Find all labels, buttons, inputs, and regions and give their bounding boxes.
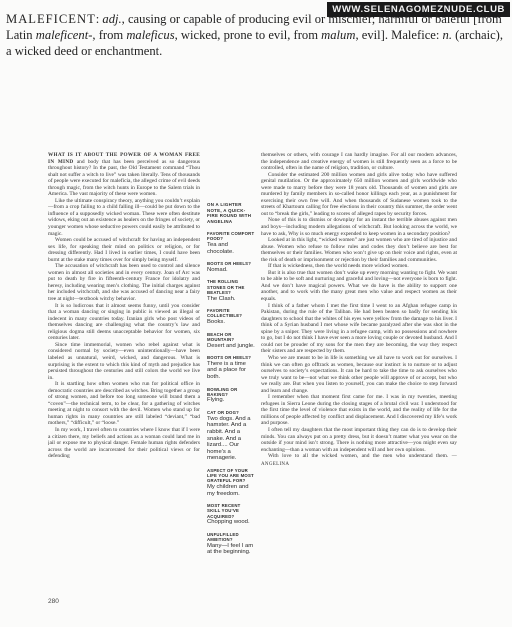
page-number: 280 (48, 598, 59, 605)
headword: MALEFICENT (6, 12, 96, 26)
sidebar-answer: Many—I feel I am at the beginning. (207, 542, 254, 556)
sidebar-question: UNFULFILLED AMBITION? (207, 531, 239, 543)
sidebar-answer: There is a time and a place for both. (207, 360, 246, 380)
etymology-latin-2: maleficus (126, 27, 175, 42)
sidebar-answer: The Clash. (207, 295, 236, 302)
article-paragraph: themselves or others, with courage I can hardly imagine. For all our modern advances, the independence and creative energy of women is still frequently seen as a force to be controlled, often in the name of religion, tradition, or culture. (261, 152, 457, 172)
part-of-speech: adj. (102, 12, 122, 26)
sidebar-answer: My children and my freedom. (207, 484, 249, 497)
sidebar-intro: ON A LIGHTER NOTE, A QUICK-FIRE ROUND WITH ANGELINA (207, 202, 252, 224)
article-lead-in: WHAT IS IT ABOUT THE POWER OF A WOMAN FREE IN MIND (48, 152, 200, 165)
paragraph-text: With love to all the wicked women, and the men who understand them. (268, 453, 449, 460)
sidebar-answer: Books. (207, 319, 226, 325)
article-paragraph: Women could be accused of witchcraft for having an independent sex life, for speaking their mind on politics or religion, or for dressing differently. Had I lived in earlier times, I could have been burnt at the stake many times over for simply being myself. (48, 237, 200, 263)
article-paragraph: Looked at in this light, “wicked women” are just women who are tired of injustice and abuse. Women who refuse to follow rules and codes they don’t believe are best for themselves or their families. Women who won’t give up on their voice and rights, even at the risk of death or imprisonment or rejection by their families and communities. (261, 237, 457, 263)
article-paragraph: Consider the estimated 200 million women and girls alive today who have suffered genital mutilation. Or the approximately 650 million women and girls worldwide who were made to marry before they were 18 years old. Thousands of women and girls are murdered by family members in so-called honor killings each year, as a punishment for exercising their own free will. And when thousands of Sudanese women took to the streets of Khartoum calling for free elections in their country this summer, the order went out to “break the girls,” leading to scores of alleged rapes by security forces. (261, 171, 457, 217)
article-paragraph (48, 152, 200, 198)
article-paragraph: I think of a father whom I met the first time I went to an Afghan refugee camp in Pakistan, during the rule of the Taliban. He had been beaten so badly for sending his daughters to school that the whites of his eyes were yellow from the damage to his liver. I think of a Syrian husband I met whose wife became paralyzed after she was shot in the spine by a sniper. They were living in a refugee camp, with no possessions and nowhere to go, but I do not think I have ever seen a more loving couple or devoted husband. And I could not be prouder of my sons for the men they are becoming, the way they respect their sisters and are respected by them. (261, 302, 457, 355)
article-paragraph: It is so ludicrous that it almost seems funny, until you consider that a woman dancing or singing in public is viewed as illegal or indecent in many countries today. Iranian girls who post videos of themselves dancing are challenging what the country’s law and religious dogma still deems unacceptable behavior for women, six centuries later. (48, 302, 200, 342)
article-left-column (48, 152, 200, 588)
definition-text-3: , wicked, prone to evil, from (174, 27, 322, 42)
quick-fire-sidebar (207, 202, 255, 556)
definition-text-4: , evil]. Malefice: (355, 27, 443, 42)
sidebar-question: ASPECT OF YOUR LIFE YOU ARE MOST GRATEFUL FOR? (207, 467, 254, 484)
definition-text-2: , from (92, 27, 127, 42)
article-paragraph: If that is wickedness, then the world needs more wicked women. (268, 263, 409, 270)
sidebar-question: FAVORITE COLLECTIBLE? (207, 308, 243, 319)
sidebar-answer: Two dogs. And a hamster. And a rabbit. And a snake. And a lizard.... Our home’s a menagerie. (207, 415, 251, 462)
sidebar-question: BOOTS OR HEELS? (207, 261, 252, 267)
article-paragraph (261, 453, 457, 468)
watermark: WWW.SELENAGOMEZNUDE.CLUB (327, 2, 510, 17)
part-of-speech-2: n. (442, 27, 452, 42)
paragraph-text: and body that has been perceived as so dangerous throughout history? In the past, the Old Testament command “Thou shalt not suffer a witch to live” was taken literally. Tens of thousands of people were executed for maleficia, the alleged crime of evil deeds through magic, from the witch hunts in Europe to the Salem trials in America. The vast majority of these were women. (48, 158, 200, 198)
sidebar-answer: Chopping wood. (207, 519, 250, 526)
article-paragraph: Like the ultimate conspiracy theory, anything you couldn’t explain—from a crop failing to a child falling ill—could be put down to the influence of a supposedly wicked woman. These were often destitute widows, eking out an existence as healers on the fringes of society, or younger women whose seductive powers could easily be attributed to magic. (48, 197, 200, 237)
sidebar-question: CAT OR DOG? (207, 410, 239, 416)
sidebar-question: THE ROLLING STONES OR THE BEATLES? (207, 279, 245, 295)
sidebar-answer: Desert and jungle. (207, 342, 255, 349)
etymology-latin-3: malum (321, 27, 356, 42)
sidebar-question: MOST RECENT SKILL YOU’VE ACQUIRED? (207, 503, 241, 519)
article-paragraph: I remember when that moment first came for me. I was in my twenties, meeting refugees in Sierra Leone during the closing stages of a brutal civil war. I understood for the first time the level of violence that exists in the world, and the reality of life for the millions of people affected by conflict and displacement. And I discovered my life’s work and purpose. (261, 394, 457, 427)
article-paragraph: Since time immemorial, women who rebel against what is considered normal by society—even unintentionally—have been labeled as unnatural, weird, wicked, and dangerous. What is surprising is the extent to which this kind of myth and prejudice has persisted throughout the centuries and still colors the world we live in. (48, 341, 200, 381)
article-paragraph: None of this is to dismiss or downplay for an instant the terrible abuses against men and boys—including modern allegations of witchcraft. But looking across the world, we have to ask, Why is so much energy expended to keep women in a secondary position? (261, 217, 457, 237)
sidebar-question: BOOTS OR HEELS? (207, 355, 252, 361)
sidebar-answer: Flying. (207, 397, 225, 404)
article-paragraph: In my work, I travel often to countries where I know that if I were a citizen there, my beliefs and actions as a woman could land me in jail or expose me to physical danger. Female human rights defenders across the world are incarcerated for their political views or for defending (48, 426, 200, 460)
etymology-latin-1: maleficent- (35, 27, 93, 42)
sidebar-question: BOWLING OR BAKING? (207, 386, 238, 397)
definition-text: , causing or capable of producing evil or mischief; harmful or baleful [from Latin (6, 12, 502, 42)
sidebar-question: BEACH OR MOUNTAIN? (207, 331, 235, 342)
article-right-column (261, 152, 457, 588)
author-signature: —ANGELINA (261, 454, 457, 467)
sidebar-question: FAVORITE COMFORT FOOD? (207, 231, 255, 242)
article-paragraph: It is startling how often women who run for political office in democratic countries are described as witches. Bring together a group of strong women, and before too long someone will brand them a “coven”—the technical term, to be clear, for a gathering of witches meeting at night to consort with the devil. Women who stand up for human rights in many countries are still labeled “deviant,” “bad mothers,” “difficult,” or “loose.” (48, 381, 200, 427)
dictionary-definition: MALEFICENT: adj., causing or capable of producing evil or mischief; harmful or baleful [from Latin maleficent-, from maleficus, wicked, prone to evil, from malum, evil]. Malefice: n. (archaic), a wicked deed or enchantment. (6, 12, 504, 58)
article-paragraph: I often tell my daughters that the most important thing they can do is to develop their minds. You can always put on a pretty dress, but it doesn’t matter what you wear on the outside if your mind isn’t strong. There is nothing more attractive—you might even say enchanting—than a woman with an independent will and her own opinions. (261, 426, 457, 453)
article-paragraph: Who we are meant to be in life is something we all have to work out for ourselves. I think we can often go offtrack as women, because our instinct is to nurture or to adjust ourselves to society’s expectations. It can be hard to take the time to ask ourselves who we truly want to be—not what we think other people will approve of or accept, but who we really are. But when you listen to yourself, you can make the choice to step forward and learn and change. (261, 354, 457, 394)
definition-text-5: (archaic), a wicked deed or enchantment. (6, 27, 504, 58)
sidebar-answer: Nomad. (207, 266, 228, 273)
article-paragraph: But it is also true that women don’t wake up every morning wanting to fight. We want to be able to be soft and nurturing and graceful and loving—not everyone is born to fight. And we don’t have magical powers. What we do have is the ability to support one another, and to work with the many great men who value and respect women as their equals. (261, 269, 457, 303)
sidebar-answer: Tea and chocolate. (207, 241, 234, 255)
article-paragraph: The accusation of witchcraft has been used to control and silence women in almost all societies and in every century. Joan of Arc was put to death by fire in fifteenth-century France for idolatry and heresy, including wearing men’s clothing. The initial charges against her included witchcraft, and she was accused of dancing near a fairy tree at night—textbook witchy behavior. (48, 263, 200, 303)
